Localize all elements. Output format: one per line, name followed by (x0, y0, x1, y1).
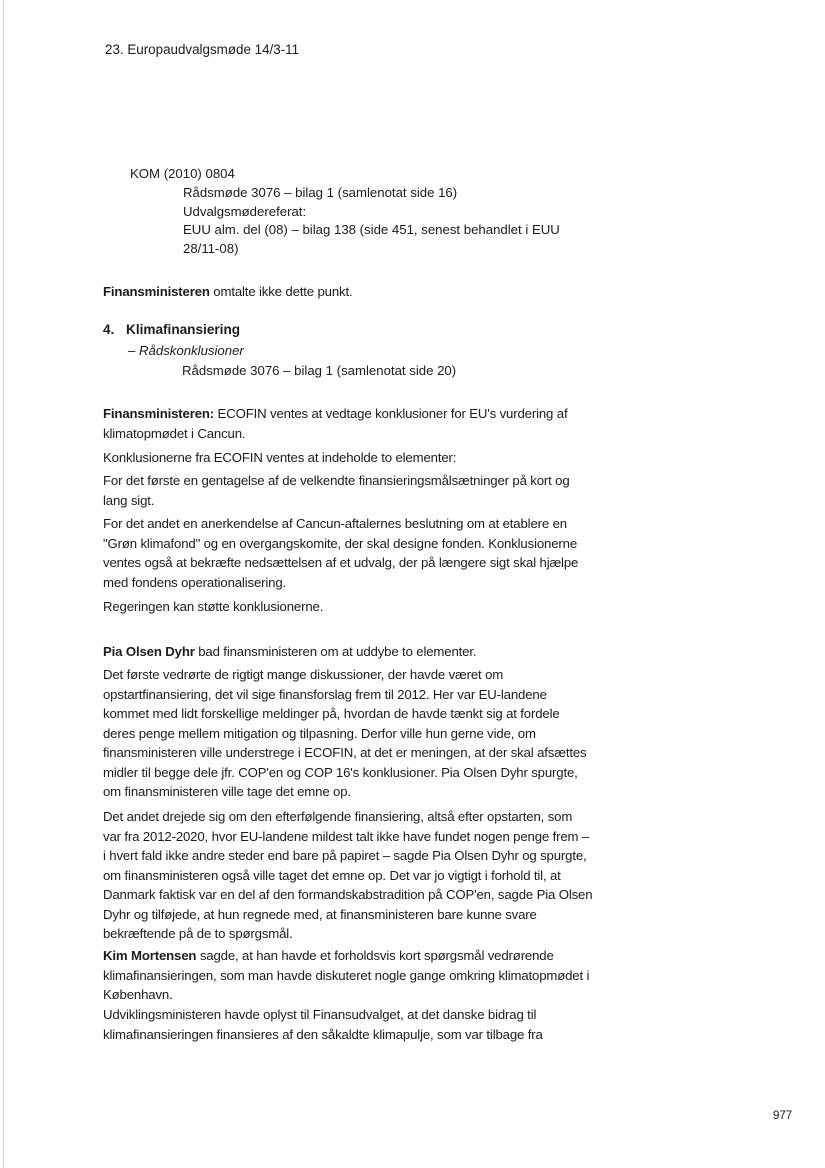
speaker-name: Pia Olsen Dyhr (103, 644, 195, 659)
item-number: 4. (103, 322, 115, 337)
paragraph-2: Konklusionerne fra ECOFIN ventes at indeholde to elementer: (103, 450, 457, 465)
item-title: Klimafinansiering (126, 322, 241, 337)
paragraph-8: Det andet drejede sig om den efterfølgende finansiering, altså efter opstarten, som var fra 2012-2020, hvor EU-landene mildest talt ikke have fundet nogen penge frem – i hvert fald ikke andre steder end bare på papiret – sagde Pia Olsen Dyhr og spurgte, om finansministeren også ville taget det emne op. Det var jo vigtigt i forhold til, at Danmark faktisk var en del af den formandskabstradition på COP'en, sagde Pia Olsen Dyhr og tilføjede, at hun regnede med, at finansministeren bare kunne svare bekræftende på de to spørgsmål. (103, 809, 593, 941)
para-text: bad finansministeren om at uddybe to elementer. (194, 644, 477, 659)
paragraph-5: Regeringen kan støtte konklusionerne. (103, 599, 324, 614)
page-header: 23. Europaudvalgsmøde 14/3-11 (105, 42, 300, 57)
speaker-name: Finansministeren (103, 284, 210, 299)
paragraph-9 (103, 946, 593, 1005)
udvalg-label: Udvalgsmødereferat: (183, 203, 307, 219)
item-reference: Rådsmøde 3076 – bilag 1 (samlenotat side 20) (182, 363, 457, 378)
para-text: ECOFIN ventes at vedtage konklusioner for EU's vurdering af klimatopmødet i Cancun. (103, 406, 568, 441)
kom-reference: KOM (2010) 0804 (130, 166, 235, 181)
reference-block (130, 165, 600, 259)
paragraph-10: Udviklingsministeren havde oplyst til Finansudvalget, at det danske bidrag til klimafinansieringen finansieres af den såkaldte klimapulje, som var tilbage fra (103, 1007, 543, 1042)
paragraph-1 (103, 404, 593, 443)
para-text: omtalte ikke dette punkt. (209, 284, 353, 299)
paragraph-4: For det andet en anerkendelse af Cancun-aftalernes beslutning om at etablere en "Grøn klimafond" og en overgangskomite, der skal designe fonden. Konklusionerne ventes også at bekræfte nedsættelsen af et udvalg, der på længere sigt skal hjælpe med fondens operationalisering. (103, 516, 579, 590)
euu-reference-line1: EUU alm. del (08) – bilag 138 (side 451, senest behandlet i EUU (183, 222, 560, 238)
page-number: 977 (773, 1110, 793, 1122)
radsmode-reference: Rådsmøde 3076 – bilag 1 (samlenotat side 16) (183, 184, 458, 200)
item-heading (103, 322, 240, 337)
paragraph-3: For det første en gentagelse af de velkendte finansieringsmålsætninger på kort og lang sigt. (103, 473, 570, 508)
speaker-name: Kim Mortensen (103, 948, 197, 963)
item-subtitle: – Rådskonklusioner (128, 343, 244, 358)
paragraph-7: Det første vedrørte de rigtigt mange diskussioner, der havde været om opstartfinansiering, det vil sige finansforslag frem til 2012. Her var EU-landene kommet med lidt forskellige meldinger på, hvordan de havde tænkt sig at fordele deres penge mellem mitigation og tilpasning. Derfor ville hun gerne vide, om finansministeren ville understrege i ECOFIN, at det er meningen, at der skal afsættes midler til begge dele jfr. COP'en og COP 16's konklusioner. Pia Olsen Dyhr spurgte, om finansministeren ville tage det emne op. (103, 667, 587, 799)
speaker-name: Finansministeren: (103, 406, 215, 421)
euu-reference-line2: 28/11-08) (183, 241, 239, 257)
page-edge (3, 0, 4, 1168)
para-text: sagde, at han havde et forholdsvis kort spørgsmål vedrørende klimafinansieringen, som man havde diskuteret nogle gange omkring klimatopmødet i København. (103, 948, 590, 1002)
paragraph-6 (103, 642, 593, 662)
para-not-mentioned (103, 282, 593, 302)
